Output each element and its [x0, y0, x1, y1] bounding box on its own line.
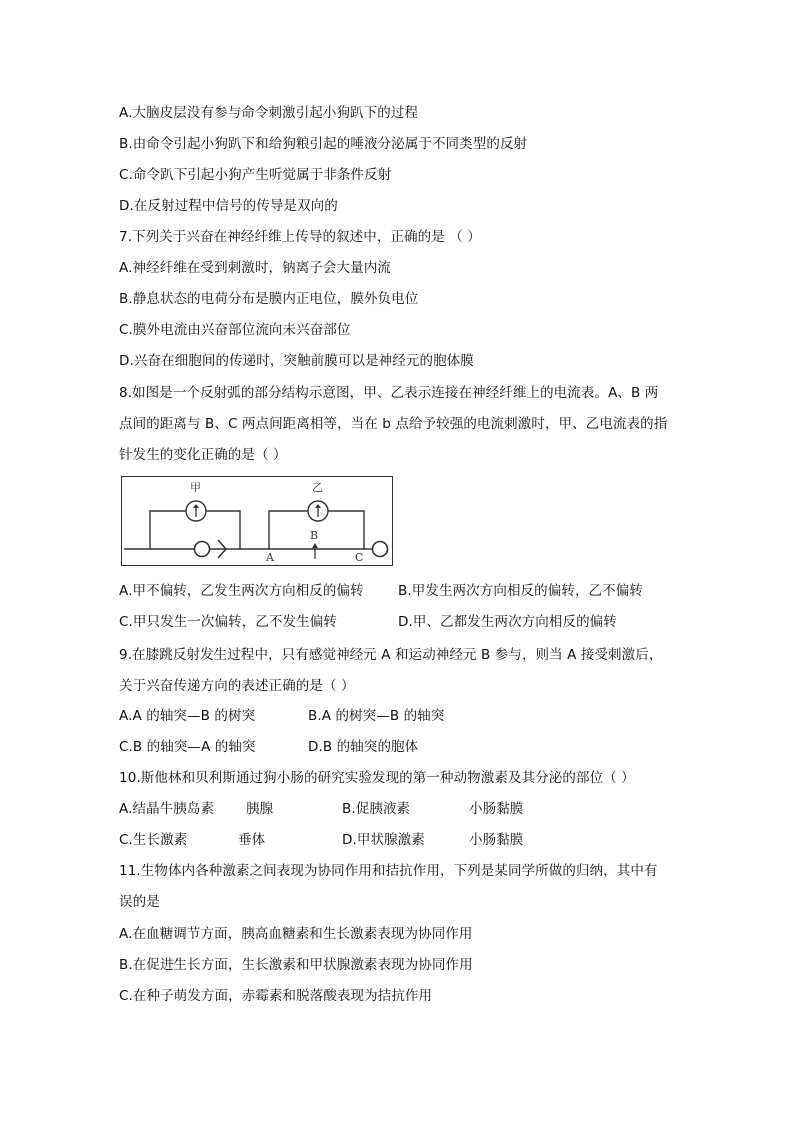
q7-option-d: D.兴奋在细胞间的传递时，突触前膜可以是神经元的胞体膜 — [119, 353, 474, 369]
q7-stem: 7.下列关于兴奋在神经纤维上传导的叙述中，正确的是 （ ） — [119, 229, 481, 245]
neuron-body-right — [373, 542, 388, 557]
q9-option-d: D.B 的轴突的胞体 — [308, 739, 419, 755]
q10-option-b-hormone: B.促胰液素 — [342, 801, 411, 817]
q7-option-b: B.静息状态的电荷分布是膜内正电位，膜外负电位 — [119, 291, 419, 307]
q10-option-b-site: 小肠黏膜 — [469, 801, 524, 817]
q8-option-d: D.甲、乙都发生两次方向相反的偏转 — [398, 614, 617, 630]
q8-stem-line2: 点间的距离与 B、C 两点间距离相等，当在 b 点给予较强的电流刺激时，甲、乙电流表的指 — [119, 416, 668, 432]
q7-option-c: C.膜外电流由兴奋部位流向未兴奋部位 — [119, 322, 351, 338]
q11-option-a: A.在血糖调节方面，胰高血糖素和生长激素表现为协同作用 — [119, 926, 473, 942]
meter2-label: 乙 — [312, 481, 323, 494]
point-a-label: A — [266, 551, 274, 564]
q11-option-c: C.在种子萌发方面，赤霉素和脱落酸表现为拮抗作用 — [119, 988, 433, 1004]
q11-stem-line2: 误的是 — [119, 894, 160, 910]
q6-option-c: C.命令趴下引起小狗产生听觉属于非条件反射 — [119, 167, 392, 183]
q6-option-b: B.由命令引起小狗趴下和给狗粮引起的唾液分泌属于不同类型的反射 — [119, 136, 528, 152]
q8-stem-line1: 8.如图是一个反射弧的部分结构示意图，甲、乙表示连接在神经纤维上的电流表。A、B 两 — [119, 385, 659, 401]
q9-option-b: B.A 的树突—B 的轴突 — [308, 708, 445, 724]
q10-option-a-hormone: A.结晶牛胰岛素 — [119, 801, 215, 817]
q8-stem-line3: 针发生的变化正确的是（ ） — [119, 447, 287, 463]
q8-option-a: A.甲不偏转，乙发生两次方向相反的偏转 — [119, 583, 364, 599]
q11-stem-line1: 11.生物体内各种激素之间表现为协同作用和拮抗作用，下列是某同学所做的归纳，其中有 — [119, 863, 658, 879]
q10-option-a-site: 胰腺 — [246, 801, 274, 817]
q7-option-a: A.神经纤维在受到刺激时，钠离子会大量内流 — [119, 260, 391, 276]
q6-option-d: D.在反射过程中信号的传导是双向的 — [119, 198, 338, 214]
point-b-label: B — [310, 529, 319, 542]
q10-stem: 10.斯他林和贝利斯通过狗小肠的研究实验发现的第一种动物激素及其分泌的部位（ ） — [119, 770, 635, 786]
q9-option-a: A.A 的轴突—B 的树突 — [119, 708, 256, 724]
q10-option-c-hormone: C.生长激素 — [119, 832, 188, 848]
q9-stem-line2: 关于兴奋传递方向的表述正确的是（ ） — [119, 678, 355, 694]
q6-option-a: A.大脑皮层没有参与命令刺激引起小狗趴下的过程 — [119, 105, 419, 121]
q10-option-d-site: 小肠黏膜 — [469, 832, 524, 848]
q9-option-c: C.B 的轴突—A 的轴突 — [119, 739, 256, 755]
q10-option-d-hormone: D.甲状腺激素 — [342, 832, 425, 848]
stimulus-arrowhead-icon — [312, 543, 318, 548]
neuron-body-left — [195, 542, 210, 557]
q11-option-b: B.在促进生长方面，生长激素和甲状腺激素表现为协同作用 — [119, 957, 473, 973]
q8-option-c: C.甲只发生一次偏转，乙不发生偏转 — [119, 614, 337, 630]
q9-stem-line1: 9.在膝跳反射发生过程中，只有感觉神经元 A 和运动神经元 B 参与，则当 A 接受刺激后， — [119, 647, 663, 663]
q10-option-c-site: 垂体 — [238, 832, 266, 848]
point-c-label: C — [355, 551, 364, 564]
meter1-label: 甲 — [190, 481, 201, 494]
q8-option-b: B.甲发生两次方向相反的偏转，乙不偏转 — [398, 583, 643, 599]
reflex-arc-figure — [121, 476, 393, 566]
